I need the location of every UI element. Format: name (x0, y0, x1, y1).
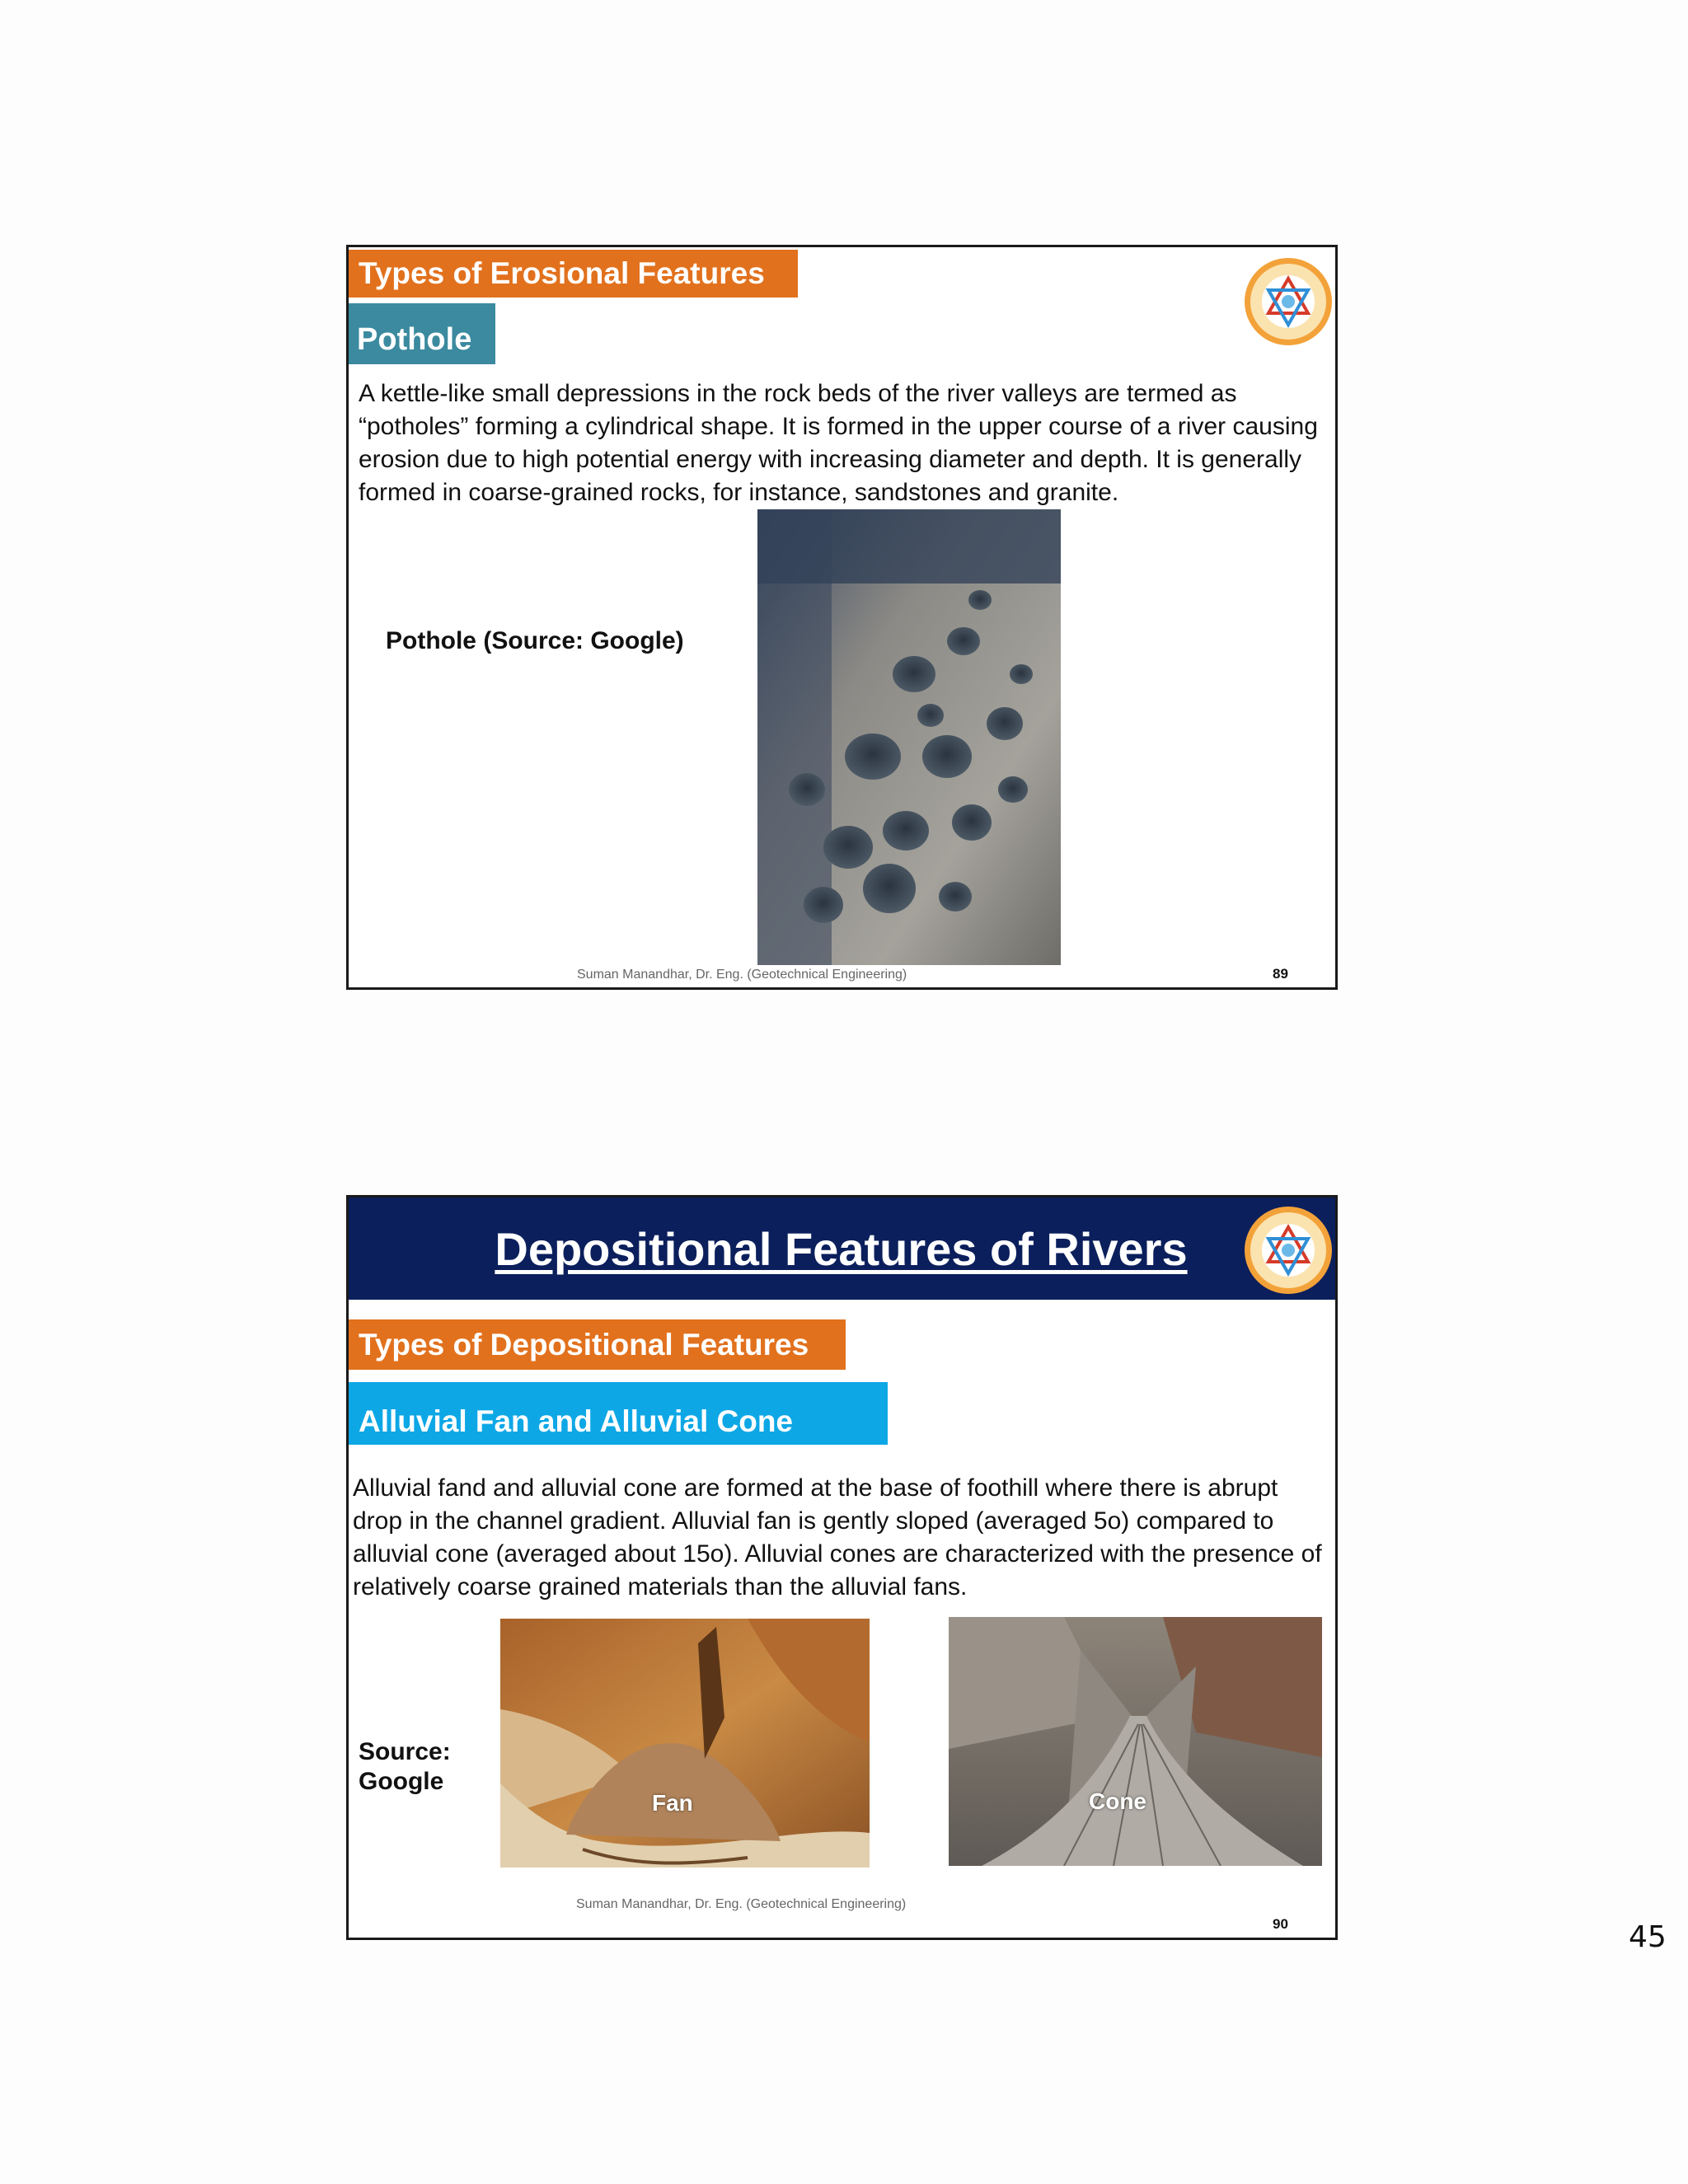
alluvial-description: Alluvial fand and alluvial cone are formed at the base of foothill where there is abrupt drop in the channel gradient. Alluvial fan is gently sloped (averaged 5o) compared to alluvial cone (averaged about 15o). Alluvial cones are characterized with the presence of relatively coarse grained materials than the alluvial fans. (353, 1474, 1322, 1601)
university-logo-icon (1242, 1204, 1334, 1296)
source-caption (359, 1737, 451, 1797)
slide-page-number: 89 (1273, 966, 1288, 982)
slide-title: Depositional Features of Rivers (495, 1223, 1188, 1275)
slide-footer: Suman Manandhar, Dr. Eng. (Geotechnical Engineering) (577, 968, 907, 982)
source-value: Google (359, 1768, 444, 1795)
university-logo-icon (1242, 255, 1334, 348)
section-tag-erosional: Types of Erosional Features (349, 250, 798, 298)
pothole-description: A kettle-like small depressions in the rock beds of the river valleys are termed as “potholes” forming a cylindrical shape. It is formed in the upper course of a river causing erosion due to high potential energy with increasing diameter and depth. It is generally formed in coarse-grained rocks, for instance, sandstones and granite. (359, 380, 1318, 506)
slide-89 (346, 245, 1338, 990)
slide-page-number: 90 (1273, 1916, 1288, 1932)
sub-tag-pothole: Pothole (349, 303, 495, 364)
pothole-caption: Pothole (Source: Google) (386, 627, 684, 654)
slide-90 (346, 1195, 1338, 1940)
slide-footer: Suman Manandhar, Dr. Eng. (Geotechnical Engineering) (576, 1897, 907, 1911)
cone-label: Cone (1089, 1788, 1146, 1814)
section-tag-depositional: Types of Depositional Features (349, 1319, 846, 1370)
pothole-photo (757, 509, 1061, 965)
source-label: Source: (359, 1738, 451, 1765)
fan-label: Fan (652, 1790, 693, 1816)
document-page-number: 45 (1629, 1920, 1667, 1954)
alluvial-cone-photo (949, 1617, 1322, 1866)
alluvial-fan-photo (500, 1619, 870, 1868)
sub-tag-alluvial: Alluvial Fan and Alluvial Cone (349, 1382, 888, 1445)
